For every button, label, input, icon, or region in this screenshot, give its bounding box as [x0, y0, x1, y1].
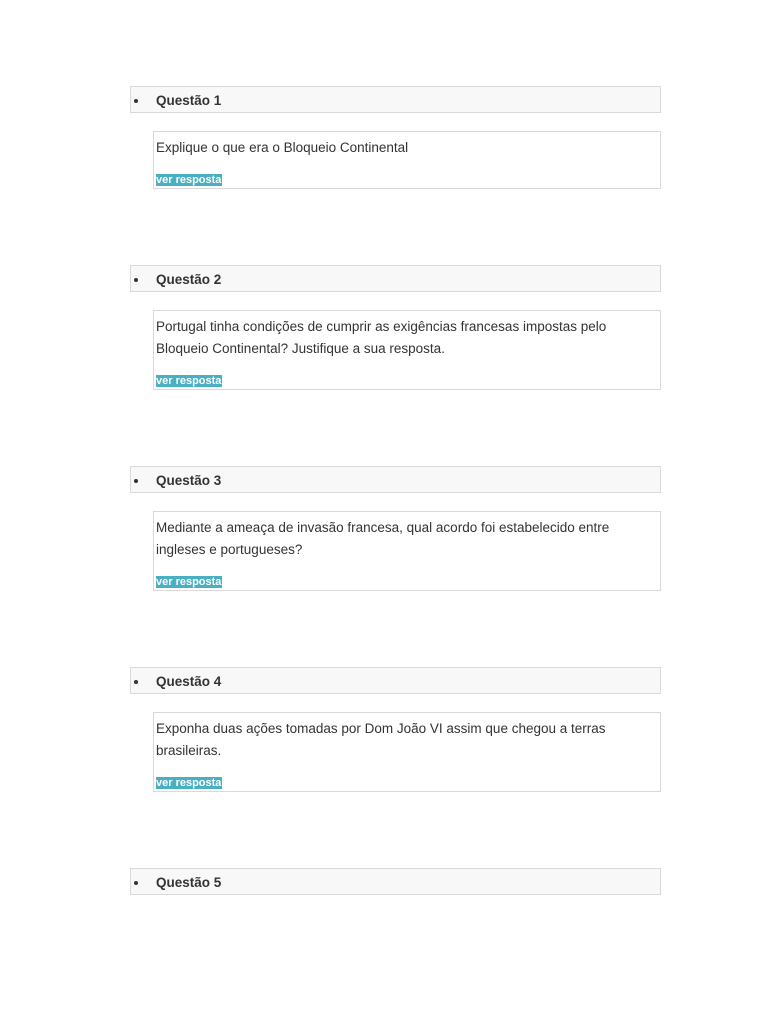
question-title: Questão 1: [156, 93, 222, 108]
bullet-icon: [134, 680, 138, 684]
question-item: [130, 667, 661, 792]
bullet-icon: [134, 479, 138, 483]
question-header[interactable]: [130, 86, 661, 113]
question-header[interactable]: [130, 265, 661, 292]
question-body: [153, 310, 661, 390]
question-header[interactable]: [130, 466, 661, 493]
question-title: Questão 4: [156, 674, 222, 689]
question-title: Questão 5: [156, 875, 222, 890]
question-title: Questão 3: [156, 473, 222, 488]
question-header[interactable]: [130, 868, 661, 895]
question-text: Mediante a ameaça de invasão francesa, qual acordo foi estabelecido entre ingleses e portugueses?: [156, 520, 610, 557]
bullet-icon: [134, 881, 138, 885]
question-item: [130, 868, 661, 895]
question-body: [153, 511, 661, 591]
bullet-icon: [134, 99, 138, 103]
question-header[interactable]: [130, 667, 661, 694]
question-body: [153, 131, 661, 189]
question-item: [130, 466, 661, 591]
show-answer-link[interactable]: ver resposta: [156, 777, 222, 789]
question-title: Questão 2: [156, 272, 222, 287]
question-text: Exponha duas ações tomadas por Dom João VI assim que chegou a terras brasileiras.: [156, 721, 606, 758]
question-body: [153, 712, 661, 792]
question-text: Portugal tinha condições de cumprir as exigências francesas impostas pelo Bloqueio Continental? Justifique a sua resposta.: [156, 319, 607, 356]
show-answer-link[interactable]: ver resposta: [156, 375, 222, 387]
question-text: Explique o que era o Bloqueio Continental: [156, 140, 409, 155]
show-answer-link[interactable]: ver resposta: [156, 576, 222, 588]
question-item: [130, 265, 661, 390]
show-answer-link[interactable]: ver resposta: [156, 174, 222, 186]
bullet-icon: [134, 278, 138, 282]
question-item: [130, 86, 661, 189]
